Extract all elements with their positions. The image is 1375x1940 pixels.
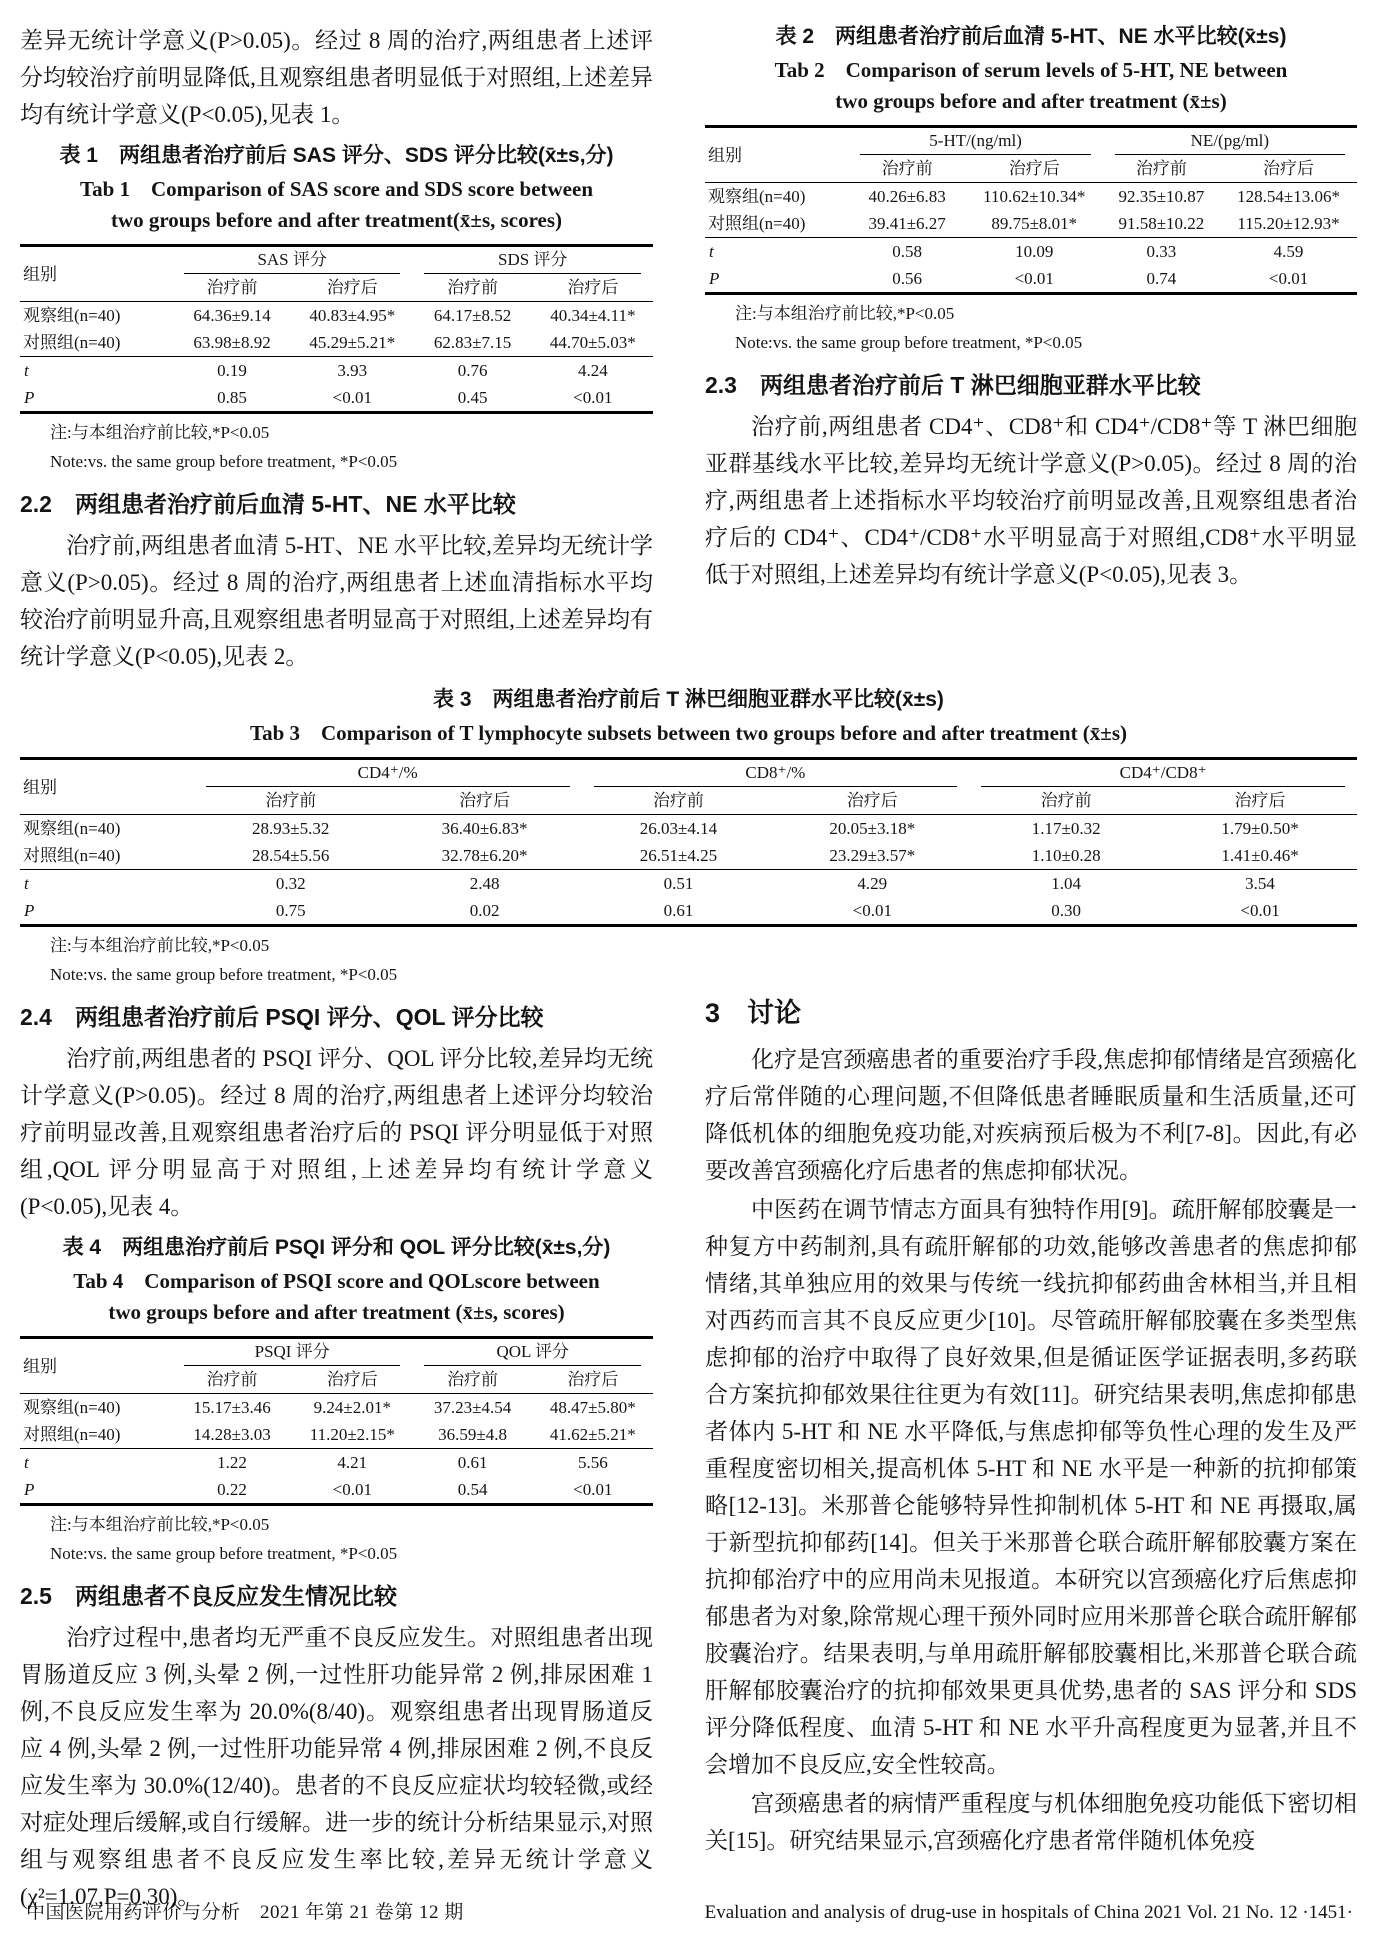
cell: <0.01 <box>852 901 892 920</box>
discussion-paragraph-3: 宫颈癌患者的病情严重程度与机体细胞免疫功能低下密切相关[15]。研究结果显示,宫颈癌化疗患者常伴随机体免疫 <box>705 1791 1357 1853</box>
cell: 观察组(n=40) <box>708 187 806 206</box>
cell: 1.10±0.28 <box>969 842 1163 870</box>
table-row <box>20 815 1357 843</box>
bottom-columns <box>20 987 1357 1917</box>
cell: 63.98±8.92 <box>172 329 292 357</box>
cell: 64.17±8.52 <box>433 306 512 325</box>
cell: 0.61 <box>457 1453 488 1472</box>
cell: 0.32 <box>275 874 306 893</box>
header-cell <box>969 759 1357 788</box>
cell: 45.29±5.21* <box>292 329 412 357</box>
cell: 对照组(n=40) <box>705 210 848 238</box>
header-cell: 治疗前 <box>172 1366 292 1394</box>
cell: 0.85 <box>217 388 247 407</box>
table-row <box>20 897 1357 926</box>
header-cell: 治疗后 <box>966 155 1103 183</box>
cell: 1.22 <box>217 1453 247 1472</box>
header-cell: 治疗后 <box>775 787 969 815</box>
header-cell: 治疗后 <box>292 1366 412 1394</box>
cell: 1.79±0.50* <box>1221 819 1299 838</box>
table-row <box>20 1421 653 1449</box>
header-cell <box>412 1338 653 1367</box>
cell: 10.09 <box>1015 242 1054 261</box>
table-3 <box>20 757 1357 927</box>
cell: 36.59±4.8 <box>412 1421 532 1449</box>
header-cell <box>1103 127 1357 156</box>
table4-note-en: Note:vs. the same group before treatment, *P<0.05 <box>50 1544 398 1563</box>
cell: 91.58±10.22 <box>1103 210 1220 238</box>
footer-journal-en: Evaluation and analysis of drug-use in hospitals of China 2021 Vol. 21 No. 12 ·1451· <box>704 1902 1353 1923</box>
table-row <box>705 183 1357 211</box>
table-1-group-header-row <box>20 246 653 275</box>
cell: 对照组(n=40) <box>20 1421 172 1449</box>
header-cell: 治疗前 <box>848 155 965 183</box>
group-span-label: PSQI 评分 <box>184 1341 401 1366</box>
cell: P <box>24 388 35 407</box>
header-cell: 治疗前 <box>969 787 1163 815</box>
cell: t <box>24 1453 29 1472</box>
header-cell <box>194 759 582 788</box>
cell: 0.22 <box>217 1480 247 1499</box>
table3-note-en: Note:vs. the same group before treatment, *P<0.05 <box>50 965 398 984</box>
header-cell: 组别 <box>20 246 172 302</box>
table2-caption-zh: 表 2 两组患者治疗前后血清 5-HT、NE 水平比较(x̄±s) <box>775 25 1287 48</box>
group-span-label: CD4⁺/% <box>206 762 570 787</box>
table4-caption-zh: 表 4 两组患治疗前后 PSQI 评分和 QOL 评分比较(x̄±s,分) <box>62 1236 611 1259</box>
cell: 40.26±6.83 <box>868 187 946 206</box>
table1-caption-zh: 表 1 两组患者治疗前后 SAS 评分、SDS 评分比较(x̄±s,分) <box>59 144 614 167</box>
cell: 37.23±4.54 <box>433 1398 512 1417</box>
cell: 4.24 <box>577 361 608 380</box>
cell: 4.21 <box>337 1453 368 1472</box>
cell: 0.19 <box>217 361 247 380</box>
cell: 0.76 <box>457 361 488 380</box>
cell: <0.01 <box>573 1480 613 1499</box>
section-2-3-title: 2.3 两组患者治疗前后 T 淋巴细胞亚群水平比较 <box>705 372 1201 398</box>
table1-note-zh: 注:与本组治疗前比较,*P<0.05 <box>50 423 270 442</box>
table4-caption-en-line2: two groups before and after treatment (x̄±s, scores) <box>108 1300 565 1324</box>
table-3-group-header-row <box>20 759 1357 788</box>
table2-caption-en-line2: two groups before and after treatment (x̄±s) <box>835 89 1227 113</box>
discussion-paragraph-1: 化疗是宫颈癌患者的重要治疗手段,焦虑抑郁情绪是宫颈癌化疗后常伴随的心理问题,不但降低患者睡眠质量和生活质量,还可降低机体的细胞免疫功能,对疾病预后极为不利[7-8]。因此,有必要改善宫颈癌化疗后患者的焦虑抑郁状况。 <box>705 1047 1357 1183</box>
right-column-bottom <box>705 987 1357 1861</box>
cell: 23.29±3.57* <box>775 842 969 870</box>
table1-caption-en-line1: Tab 1 Comparison of SAS score and SDS score between <box>80 177 593 201</box>
cell: 41.62±5.21* <box>533 1421 653 1449</box>
header-cell <box>172 1338 413 1367</box>
table-row <box>705 265 1357 294</box>
cell: 1.41±0.46* <box>1163 842 1357 870</box>
cell: <0.01 <box>332 388 372 407</box>
table2-caption-en-line1: Tab 2 Comparison of serum levels of 5-HT, NE between <box>774 58 1288 82</box>
cell: 26.51±4.25 <box>582 842 776 870</box>
header-cell: 治疗前 <box>412 274 532 302</box>
table-row <box>20 1449 653 1477</box>
cell: 0.51 <box>663 874 694 893</box>
table1-note-en: Note:vs. the same group before treatment, *P<0.05 <box>50 452 398 471</box>
header-cell: 治疗前 <box>1103 155 1220 183</box>
table-2 <box>705 125 1357 295</box>
table-2-group-header-row <box>705 127 1357 156</box>
header-cell: 治疗后 <box>292 274 412 302</box>
table-row <box>20 1394 653 1422</box>
section-2-5-paragraph: 治疗过程中,患者均无严重不良反应发生。对照组患者出现胃肠道反应 3 例,头晕 2 例,一过性肝功能异常 2 例,排尿困难 1 例,不良反应发生率为 20.0%(8/40)。观察组患者出现胃肠道反应 4 例,头晕 2 例,一过性肝功能异常 4 例,排尿困难 2 例,不良反应发生率为 30.0%(12/40)。患者的不良反应症状均较轻微,或经对症处理后缓解,或自行缓解。进一步的统计分析结果显示,对照组与观察组患者不良反应发生率比较,差异无统计学意义(χ²=1.07,P=0.30)。 <box>20 1625 653 1909</box>
table-row <box>20 329 653 357</box>
table-4 <box>20 1336 653 1506</box>
cell: 11.20±2.15* <box>292 1421 412 1449</box>
cell: 115.20±12.93* <box>1220 210 1357 238</box>
table2-note-en: Note:vs. the same group before treatment, *P<0.05 <box>735 333 1083 352</box>
group-span-label: 5-HT/(ng/ml) <box>860 130 1090 155</box>
cell: t <box>24 361 29 380</box>
page-footer <box>26 1897 1353 1924</box>
section-2-4-title: 2.4 两组患者治疗前后 PSQI 评分、QOL 评分比较 <box>20 1004 544 1030</box>
cell: 0.45 <box>457 388 488 407</box>
table3-block <box>20 685 1357 987</box>
cell: <0.01 <box>332 1480 372 1499</box>
group-span-label: NE/(pg/ml) <box>1115 130 1345 155</box>
cell: 89.75±8.01* <box>966 210 1103 238</box>
discussion-title: 3 讨论 <box>705 998 802 1028</box>
cell: 48.47±5.80* <box>549 1398 636 1417</box>
section-2-3-paragraph: 治疗前,两组患者 CD4⁺、CD8⁺和 CD4⁺/CD8⁺等 T 淋巴细胞亚群基线水平比较,差异均无统计学意义(P>0.05)。经过 8 周的治疗,两组患者上述指标水平均较治疗前明显改善,且观察组患者治疗后的 CD4⁺、CD4⁺/CD8⁺水平明显高于对照组,CD8⁺水平明显低于对照组,上述差异均有统计学意义(P<0.05),见表 3。 <box>705 414 1357 587</box>
table-row <box>705 210 1357 238</box>
cell: 0.61 <box>663 901 694 920</box>
cell: 92.35±10.87 <box>1118 187 1205 206</box>
cell: 对照组(n=40) <box>20 329 172 357</box>
group-span-label: SAS 评分 <box>184 249 401 274</box>
table3-note-zh: 注:与本组治疗前比较,*P<0.05 <box>50 936 270 955</box>
header-cell: 治疗后 <box>388 787 582 815</box>
table-row <box>20 302 653 330</box>
table-row <box>20 357 653 385</box>
header-cell <box>848 127 1102 156</box>
header-cell: 治疗后 <box>1163 787 1357 815</box>
cell: 观察组(n=40) <box>23 1398 121 1417</box>
header-cell: 组别 <box>20 759 194 815</box>
cell: t <box>709 242 714 261</box>
header-cell: 治疗后 <box>533 274 653 302</box>
group-span-label: CD4⁺/CD8⁺ <box>981 762 1345 787</box>
cell: 1.17±0.32 <box>1031 819 1101 838</box>
cell: 观察组(n=40) <box>23 819 121 838</box>
cell: 3.93 <box>337 361 368 380</box>
table2-caption-en <box>705 55 1357 117</box>
header-cell: 治疗前 <box>582 787 776 815</box>
header-cell <box>172 246 413 275</box>
cell: 64.36±9.14 <box>193 306 271 325</box>
cell: t <box>24 874 29 893</box>
header-cell: 治疗后 <box>1220 155 1357 183</box>
cell: <0.01 <box>573 388 613 407</box>
intro-paragraph: 差异无统计学意义(P>0.05)。经过 8 周的治疗,两组患者上述评分均较治疗前明显降低,且观察组患者明显低于对照组,上述差异均有统计学意义(P<0.05),见表 1。 <box>20 28 653 127</box>
left-column-bottom <box>20 987 653 1917</box>
section-2-4-paragraph: 治疗前,两组患者的 PSQI 评分、QOL 评分比较,差异均无统计学意义(P>0.05)。经过 8 周的治疗,两组患者上述评分均较治疗前明显改善,且观察组患者治疗后的 PSQI 评分明显低于对照组,QOL 评分明显高于对照组,上述差异均有统计学意义(P<0.05),见表 4。 <box>20 1046 653 1219</box>
cell: 62.83±7.15 <box>412 329 532 357</box>
cell: <0.01 <box>1240 901 1280 920</box>
cell: 4.29 <box>857 874 888 893</box>
cell: 0.02 <box>469 901 500 920</box>
cell: 0.75 <box>275 901 306 920</box>
table3-caption-zh: 表 3 两组患者治疗前后 T 淋巴细胞亚群水平比较(x̄±s) <box>433 688 944 711</box>
cell: 5.56 <box>577 1453 608 1472</box>
cell: 128.54±13.06* <box>1237 187 1340 206</box>
cell: 0.58 <box>892 242 922 261</box>
discussion-paragraph-2: 中医药在调节情志方面具有独特作用[9]。疏肝解郁胶囊是一种复方中药制剂,具有疏肝解郁的功效,能够改善患者的焦虑抑郁情绪,其单独应用的效果与传统一线抗抑郁药曲舍林相当,并且相对西药而言其不良反应更少[10]。尽管疏肝解郁胶囊在多类型焦虑抑郁的治疗中取得了良好效果,但是循证医学证据表明,多药联合方案抗抑郁效果往往更为有效[11]。研究结果表明,焦虑抑郁患者体内 5-HT 和 NE 水平降低,与焦虑抑郁等负性心理的发生及严重程度密切相关,提高机体 5-HT 和 NE 水平是一种新的抗抑郁策略[12-13]。米那普仑能够特异性抑制机体 5-HT 和 NE 再摄取,属于新型抗抑郁药[14]。但关于米那普仑联合疏肝解郁胶囊方案在抗抑郁治疗中的应用尚未见报道。本研究以宫颈癌化疗后焦虑抑郁患者为对象,除常规心理干预外同时应用米那普仑联合疏肝解郁胶囊治疗。结果表明,与单用疏肝解郁胶囊相比,米那普仑联合疏肝解郁胶囊治疗的抗抑郁效果更具优势,患者的 SAS 评分和 SDS 评分降低程度、血清 5-HT 和 NE 水平升高程度更为显著,并且不会增加不良反应,安全性较高。 <box>705 1197 1357 1777</box>
cell: 0.30 <box>1051 901 1082 920</box>
cell: 26.03±4.14 <box>639 819 718 838</box>
cell: 32.78±6.20* <box>388 842 582 870</box>
top-columns <box>20 22 1357 677</box>
header-cell: 组别 <box>705 127 848 183</box>
cell: 3.54 <box>1245 874 1275 893</box>
right-column-top <box>705 22 1357 595</box>
table4-caption-en-line1: Tab 4 Comparison of PSQI score and QOLscore between <box>73 1269 600 1293</box>
table1-caption-en <box>20 174 653 236</box>
group-span-label: CD8⁺/% <box>594 762 958 787</box>
header-cell: 治疗前 <box>194 787 388 815</box>
header-cell: 组别 <box>20 1338 172 1394</box>
table3-caption-en: Tab 3 Comparison of T lymphocyte subsets between two groups before and after treatment (x̄±s) <box>250 721 1127 745</box>
section-2-2-paragraph: 治疗前,两组患者血清 5-HT、NE 水平比较,差异均无统计学意义(P>0.05)。经过 8 周的治疗,两组患者上述血清指标水平均较治疗前明显升高,且观察组患者明显高于对照组,上述差异均有统计学意义(P<0.05),见表 2。 <box>20 533 653 669</box>
group-span-label: SDS 评分 <box>424 249 641 274</box>
cell: 观察组(n=40) <box>23 306 121 325</box>
cell: 2.48 <box>469 874 500 893</box>
table4-caption-en <box>20 1266 653 1328</box>
cell: 14.28±3.03 <box>172 1421 292 1449</box>
cell: <0.01 <box>1014 269 1054 288</box>
footer-journal-zh: 中国医院用药评价与分析 2021 年第 21 卷第 12 期 <box>26 1902 464 1923</box>
cell: 44.70±5.03* <box>533 329 653 357</box>
cell: <0.01 <box>1268 269 1309 288</box>
table-row <box>20 842 1357 870</box>
table-row <box>20 1476 653 1505</box>
cell: 39.41±6.27 <box>848 210 965 238</box>
cell: 40.83±4.95* <box>309 306 396 325</box>
cell: P <box>709 269 720 288</box>
table-3-subheader-row <box>20 787 1357 815</box>
section-2-2-title: 2.2 两组患者治疗前后血清 5-HT、NE 水平比较 <box>20 491 516 517</box>
cell: 0.33 <box>1146 242 1177 261</box>
cell: 36.40±6.83* <box>441 819 528 838</box>
table-row <box>20 870 1357 898</box>
header-cell <box>582 759 970 788</box>
cell: 15.17±3.46 <box>193 1398 271 1417</box>
left-column-top <box>20 22 653 677</box>
table2-note-zh: 注:与本组治疗前比较,*P<0.05 <box>735 304 955 323</box>
table-1 <box>20 244 653 414</box>
cell: 对照组(n=40) <box>20 842 194 870</box>
cell: 28.54±5.56 <box>194 842 388 870</box>
cell: 40.34±4.11* <box>550 306 636 325</box>
table1-caption-en-line2: two groups before and after treatment(x̄±s, scores) <box>110 208 563 232</box>
cell: 28.93±5.32 <box>252 819 330 838</box>
section-2-5-title: 2.5 两组患者不良反应发生情况比较 <box>20 1583 397 1609</box>
group-span-label: QOL 评分 <box>424 1341 641 1366</box>
cell: 1.04 <box>1051 874 1082 893</box>
table4-note-zh: 注:与本组治疗前比较,*P<0.05 <box>50 1515 270 1534</box>
header-cell: 治疗前 <box>172 274 292 302</box>
cell: P <box>24 1480 35 1499</box>
cell: 0.74 <box>1146 269 1177 288</box>
cell: 0.54 <box>457 1480 488 1499</box>
cell: 110.62±10.34* <box>983 187 1086 206</box>
header-cell: 治疗后 <box>533 1366 653 1394</box>
table-4-group-header-row <box>20 1338 653 1367</box>
cell: 9.24±2.01* <box>313 1398 391 1417</box>
table-row <box>705 238 1357 266</box>
cell: 0.56 <box>892 269 922 288</box>
cell: P <box>24 901 35 920</box>
header-cell: 治疗前 <box>412 1366 532 1394</box>
table-row <box>20 384 653 413</box>
cell: 20.05±3.18* <box>829 819 916 838</box>
header-cell <box>412 246 653 275</box>
cell: 4.59 <box>1273 242 1304 261</box>
